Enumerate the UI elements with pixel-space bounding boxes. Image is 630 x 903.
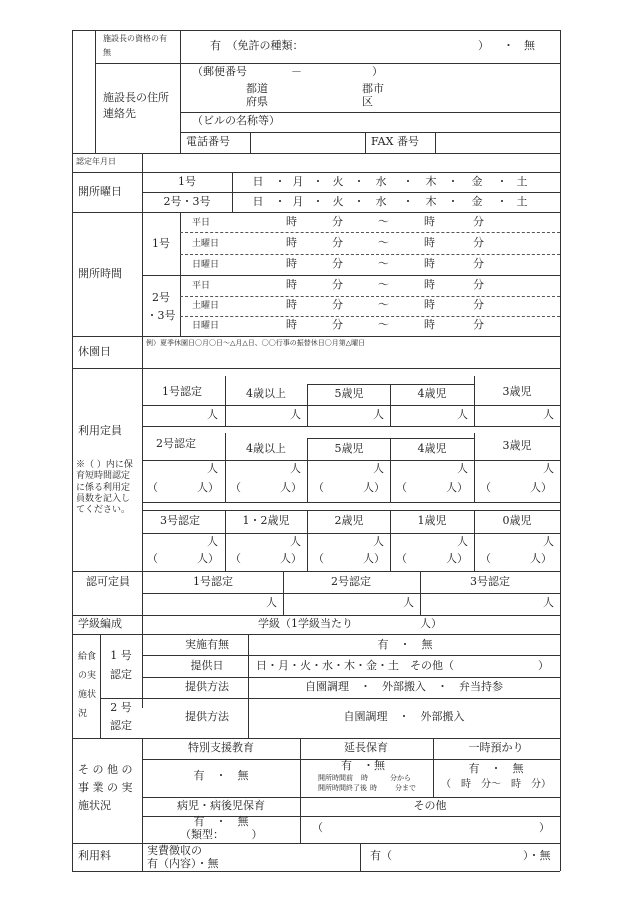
meal-g2-2: 認定 bbox=[110, 719, 132, 732]
day-sep: ・ bbox=[353, 195, 365, 208]
encho-umu-2: 無 bbox=[374, 759, 385, 772]
nin: 人 bbox=[290, 462, 301, 475]
encho-l2: 開所時間終了後 bbox=[318, 784, 367, 792]
meal-item-method1: 提供方法 bbox=[185, 680, 229, 693]
paren-open: （ bbox=[313, 481, 324, 494]
qual-close: ） bbox=[478, 39, 489, 52]
nin: 人 bbox=[290, 535, 301, 548]
tilde: ～ bbox=[378, 278, 389, 291]
class-org-close: 人） bbox=[420, 617, 442, 630]
paren-close: 人） bbox=[363, 552, 385, 565]
ichiji-time: （ 時 分～ 時 分） bbox=[441, 779, 551, 790]
other-h3: 一時預かり bbox=[468, 741, 524, 754]
qual-label-1: 施設長の資格の有 bbox=[103, 34, 167, 43]
ji: 時 bbox=[286, 257, 297, 270]
holiday-example: 例）夏季休園日〇月〇日～△月△日、〇〇行事の振替休日〇月第△曜日 bbox=[146, 339, 366, 347]
day-wed-1: 水 bbox=[375, 175, 387, 188]
day-sep: ・ bbox=[402, 175, 414, 188]
open-days-kind-1: 1号 bbox=[178, 175, 196, 188]
approved-col3: 3号認定 bbox=[470, 575, 510, 588]
weekday-label: 平日 bbox=[192, 218, 211, 228]
meal-label-4: 況 bbox=[78, 709, 88, 719]
day-sun-1: 日 bbox=[252, 175, 264, 188]
cap2-col4: 3歳児 bbox=[502, 439, 532, 452]
day-sep: ・ bbox=[274, 195, 286, 208]
nin: 人 bbox=[543, 408, 554, 421]
fun: 分 bbox=[473, 298, 484, 311]
paren-open: （ bbox=[313, 552, 324, 565]
sunday-label: 日曜日 bbox=[192, 321, 220, 331]
day-sep: ・ bbox=[447, 195, 459, 208]
paren-open: （ bbox=[396, 481, 407, 494]
fee-l1: 実費徴収の bbox=[147, 844, 202, 857]
meal-label-3: 施状 bbox=[78, 690, 97, 700]
postal-close: ） bbox=[372, 65, 383, 78]
fun: 分 bbox=[332, 236, 343, 249]
shikugun-2: 区 bbox=[362, 95, 373, 108]
nin: 人 bbox=[403, 596, 414, 609]
encho-b: 分まで bbox=[395, 784, 416, 792]
paren-close: 人） bbox=[197, 552, 219, 565]
nin: 人 bbox=[207, 408, 218, 421]
addr-label-1: 施設長の住所 bbox=[103, 91, 169, 104]
cap3-col4: 0歳児 bbox=[502, 514, 532, 527]
paren-close: 人） bbox=[530, 481, 552, 494]
sonota-label: その他 bbox=[413, 799, 447, 812]
tokubetsu-umu: 有 ・ 無 bbox=[193, 769, 249, 782]
building-label: （ビルの名称等） bbox=[192, 114, 280, 127]
day-mon-2: 月 bbox=[292, 195, 304, 208]
todofuken-1: 都道 bbox=[246, 82, 268, 95]
class-org-value: 学級（1学級当たり bbox=[258, 617, 353, 630]
saturday-label: 土曜日 bbox=[192, 239, 220, 249]
paren-open: （ bbox=[480, 481, 491, 494]
day-wed-2: 水 bbox=[375, 195, 387, 208]
fun: 分 bbox=[332, 318, 343, 331]
fax-label: FAX 番号 bbox=[371, 135, 419, 148]
paren-close: 人） bbox=[197, 481, 219, 494]
fun: 分 bbox=[332, 298, 343, 311]
tilde: ～ bbox=[378, 236, 389, 249]
paren-open: （ bbox=[230, 552, 241, 565]
nin: 人 bbox=[457, 408, 468, 421]
meal-item-method2: 提供方法 bbox=[185, 710, 229, 723]
cap3-col3: 1歳児 bbox=[417, 514, 447, 527]
meal-days-close: ） bbox=[538, 659, 549, 672]
ji: 時 bbox=[424, 257, 435, 270]
day-sun-2: 日 bbox=[252, 195, 264, 208]
day-mon-1: 月 bbox=[292, 175, 304, 188]
day-sep: ・ bbox=[312, 195, 324, 208]
nin: 人 bbox=[457, 462, 468, 475]
day-thu-2: 木 bbox=[425, 195, 437, 208]
byoji-type: （類型： ） bbox=[180, 828, 263, 841]
postal-label: （郵便番号 bbox=[192, 65, 247, 78]
approved-col2: 2号認定 bbox=[331, 575, 371, 588]
fee-r-open: 有（ bbox=[370, 849, 392, 862]
paren-close: 人） bbox=[280, 552, 302, 565]
cap2-col3: 4歳児 bbox=[417, 442, 447, 455]
paren-open: （ bbox=[480, 552, 491, 565]
postal-dash: － bbox=[291, 65, 302, 78]
paren-open: （ bbox=[396, 552, 407, 565]
paren-close: 人） bbox=[530, 552, 552, 565]
open-days-label: 開所曜日 bbox=[78, 185, 122, 198]
day-tue-2: 火 bbox=[332, 195, 344, 208]
cap3-col1: 1・2歳児 bbox=[242, 514, 290, 527]
day-sat-1: 土 bbox=[516, 175, 528, 188]
day-sep: ・ bbox=[496, 175, 508, 188]
fun: 分 bbox=[473, 278, 484, 291]
meal-g1-2: 認定 bbox=[110, 668, 132, 681]
nin: 人 bbox=[207, 462, 218, 475]
other-h1: 特別支援教育 bbox=[188, 741, 254, 754]
fun: 分 bbox=[473, 236, 484, 249]
meal-label-1: 給食 bbox=[78, 652, 97, 662]
fee-l2: 有（内容）・無 bbox=[147, 857, 219, 870]
nin: 人 bbox=[543, 535, 554, 548]
meal-g2-1: 2 号 bbox=[110, 701, 132, 714]
other-label-1: そ の 他 の bbox=[78, 763, 133, 776]
qual-value: 有 （免許の種類： bbox=[210, 39, 304, 52]
meal-item-days: 提供日 bbox=[190, 659, 224, 672]
ji: 時 bbox=[424, 215, 435, 228]
other-label-2: 事 業 の 実 bbox=[78, 781, 133, 794]
class-org-label: 学級編成 bbox=[78, 617, 122, 630]
ji: 時 bbox=[424, 278, 435, 291]
meal-label-2: の実 bbox=[78, 671, 97, 681]
ji: 時 bbox=[424, 318, 435, 331]
weekday-label: 平日 bbox=[192, 281, 211, 291]
addr-label-2: 連絡先 bbox=[103, 107, 136, 120]
fun: 分 bbox=[332, 257, 343, 270]
cap1-col3: 4歳児 bbox=[417, 387, 447, 400]
day-sep: ・ bbox=[496, 195, 508, 208]
encho-l1: 開所時間前 bbox=[318, 774, 353, 782]
day-sep: ・ bbox=[312, 175, 324, 188]
day-sep: ・ bbox=[353, 175, 365, 188]
ji: 時 bbox=[286, 298, 297, 311]
sonota-open: （ bbox=[312, 821, 323, 834]
meal-method2: 自園調理 ・ 外部搬入 bbox=[343, 710, 465, 723]
tilde: ～ bbox=[378, 318, 389, 331]
capacity-note: ※（ ）内に保育短時間認定に係る利用定員数を記入してください。 bbox=[76, 460, 133, 515]
ji: 時 bbox=[286, 236, 297, 249]
meal-g1-1: 1 号 bbox=[110, 649, 132, 662]
fun: 分 bbox=[473, 215, 484, 228]
encho-ji-2: 時 bbox=[370, 784, 377, 792]
phone-label: 電話番号 bbox=[186, 135, 230, 148]
approved-label: 認可定員 bbox=[86, 575, 130, 588]
open-days-kind-2: 2号・3号 bbox=[163, 195, 211, 208]
hours-group-2b: ・3号 bbox=[146, 309, 176, 322]
cap1-title: 1号認定 bbox=[162, 385, 202, 398]
ji: 時 bbox=[286, 278, 297, 291]
shikugun-1: 郡市 bbox=[362, 82, 384, 95]
day-sat-2: 土 bbox=[516, 195, 528, 208]
nin: 人 bbox=[266, 596, 277, 609]
saturday-label: 土曜日 bbox=[192, 301, 220, 311]
nin: 人 bbox=[290, 408, 301, 421]
open-hours-label: 開所時間 bbox=[78, 267, 122, 280]
nin: 人 bbox=[543, 596, 554, 609]
day-sep: ・ bbox=[274, 175, 286, 188]
cap1-col4: 3歳児 bbox=[502, 385, 532, 398]
meal-method1: 自園調理 ・ 外部搬入 ・ 弁当持参 bbox=[305, 680, 503, 693]
meal-days: 日・月・火・水・木・金・土 その他（ bbox=[256, 659, 454, 672]
cap2-col1: 4歳以上 bbox=[246, 442, 286, 455]
fun: 分 bbox=[332, 278, 343, 291]
cap1-col2: 5歳児 bbox=[334, 387, 364, 400]
meal-umu: 有 ・ 無 bbox=[377, 638, 433, 651]
fee-r-close: ）・無 bbox=[523, 849, 551, 862]
nin: 人 bbox=[373, 535, 384, 548]
paren-open: （ bbox=[230, 481, 241, 494]
fun: 分 bbox=[332, 215, 343, 228]
nin: 人 bbox=[207, 535, 218, 548]
day-thu-1: 木 bbox=[425, 175, 437, 188]
paren-open: （ bbox=[147, 481, 158, 494]
meal-item-umu: 実施有無 bbox=[185, 638, 229, 651]
encho-a: 分から bbox=[390, 774, 411, 782]
sunday-label: 日曜日 bbox=[192, 260, 220, 270]
cap1-col1: 4歳以上 bbox=[246, 387, 286, 400]
ji: 時 bbox=[424, 236, 435, 249]
paren-close: 人） bbox=[446, 552, 468, 565]
day-fri-2: 金 bbox=[471, 195, 483, 208]
day-tue-1: 火 bbox=[332, 175, 344, 188]
encho-ji-1: 時 bbox=[361, 774, 368, 782]
tilde: ～ bbox=[378, 215, 389, 228]
fun: 分 bbox=[473, 257, 484, 270]
fun: 分 bbox=[473, 318, 484, 331]
todofuken-2: 府県 bbox=[246, 95, 268, 108]
cap2-col2: 5歳児 bbox=[334, 442, 364, 455]
other-h2: 延長保育 bbox=[344, 741, 388, 754]
other-label-3: 施状況 bbox=[78, 799, 111, 812]
approved-col1: 1号認定 bbox=[193, 575, 233, 588]
sonota-close: ） bbox=[539, 821, 550, 834]
capacity-label: 利用定員 bbox=[78, 424, 122, 437]
hours-group-1: 1号 bbox=[152, 237, 170, 250]
paren-close: 人） bbox=[446, 481, 468, 494]
byoji-label: 病児・病後児保育 bbox=[177, 799, 265, 812]
tilde: ～ bbox=[378, 298, 389, 311]
cap3-title: 3号認定 bbox=[160, 514, 200, 527]
day-fri-1: 金 bbox=[471, 175, 483, 188]
cap2-title: 2号認定 bbox=[156, 437, 196, 450]
qual-nashi: 無 bbox=[524, 39, 535, 52]
qual-dot: ・ bbox=[503, 39, 514, 52]
nin: 人 bbox=[373, 408, 384, 421]
byoji-umu: 有 ・ 無 bbox=[193, 815, 249, 828]
hours-group-2a: 2号 bbox=[152, 291, 170, 304]
holiday-label: 休園日 bbox=[78, 345, 111, 358]
encho-umu-1: 有 ・ bbox=[341, 759, 374, 772]
nin: 人 bbox=[457, 535, 468, 548]
ji: 時 bbox=[286, 215, 297, 228]
paren-open: （ bbox=[147, 552, 158, 565]
paren-close: 人） bbox=[363, 481, 385, 494]
ichiji-umu: 有 ・ 無 bbox=[468, 762, 524, 775]
tilde: ～ bbox=[378, 257, 389, 270]
fee-label: 利用料 bbox=[78, 849, 111, 862]
nin: 人 bbox=[543, 462, 554, 475]
qual-label-2: 無 bbox=[103, 48, 111, 57]
ji: 時 bbox=[286, 318, 297, 331]
nin: 人 bbox=[373, 462, 384, 475]
day-sep: ・ bbox=[447, 175, 459, 188]
ji: 時 bbox=[424, 298, 435, 311]
day-sep: ・ bbox=[402, 195, 414, 208]
paren-close: 人） bbox=[280, 481, 302, 494]
nintei-date-label: 認定年月日 bbox=[76, 157, 116, 166]
cap3-col2: 2歳児 bbox=[334, 514, 364, 527]
